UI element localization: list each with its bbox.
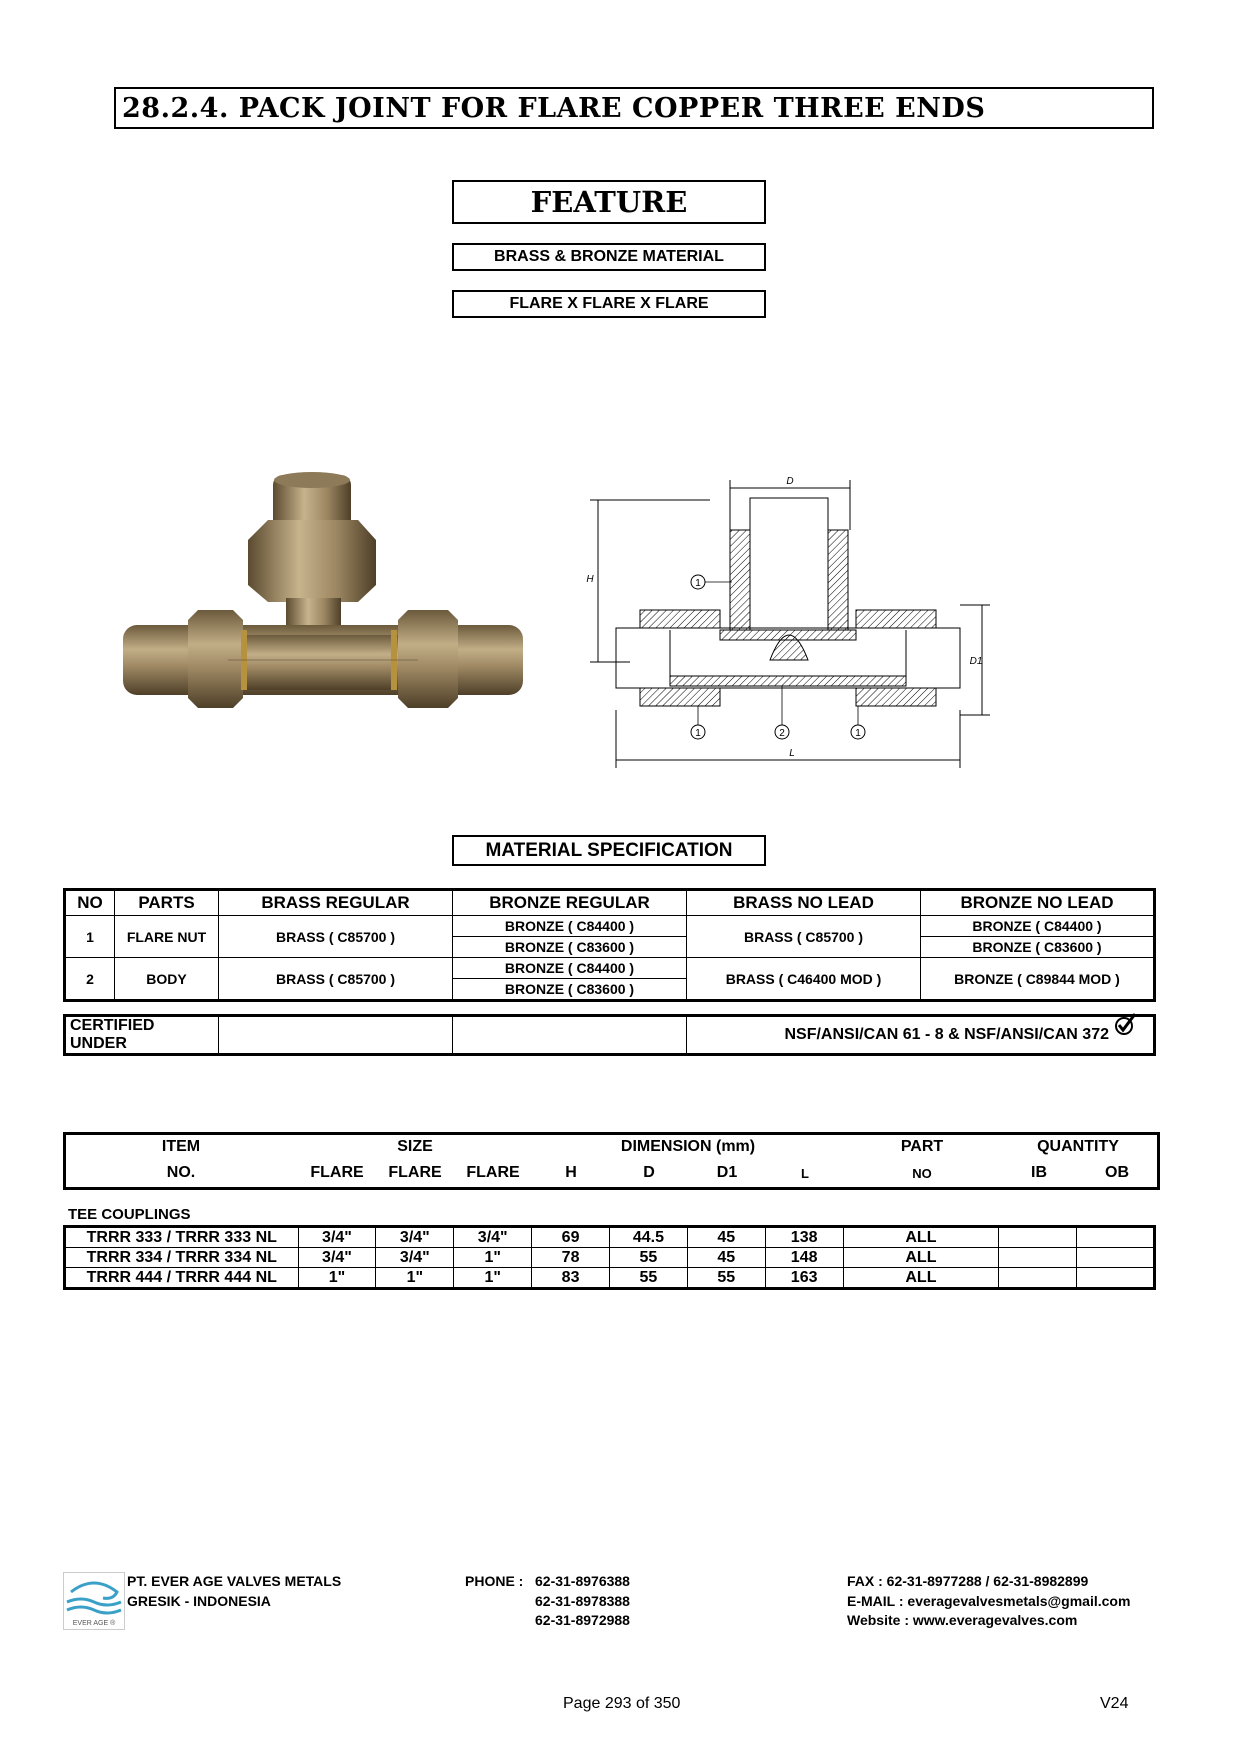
cell-f1: 3/4": [298, 1248, 376, 1268]
cell: BRASS ( C85700 ): [219, 916, 453, 958]
col-bronze-regular: BRONZE REGULAR: [453, 890, 687, 916]
cell-d1: 45: [687, 1248, 765, 1268]
cell-d: 55: [610, 1248, 688, 1268]
col-brass-no-lead: BRASS NO LEAD: [687, 890, 921, 916]
company-name: PT. EVER AGE VALVES METALS: [127, 1573, 342, 1589]
page-title: 28.2.4. PACK JOINT FOR FLARE COPPER THREE ENDS: [122, 93, 986, 124]
hdr-part-no: NO: [912, 1166, 932, 1181]
technical-drawing: [580, 470, 1000, 770]
page-title-box: [114, 87, 1154, 129]
dim-label-d1: D1: [969, 656, 983, 667]
email: E-MAIL : everagevalvesmetals@gmail.com: [847, 1593, 1131, 1609]
cell-f3: 1": [454, 1248, 532, 1268]
phone-1: 62-31-8976388: [535, 1573, 630, 1589]
hdr-d1: D1: [716, 1164, 738, 1181]
cell-ob: [1077, 1248, 1155, 1268]
hdr-flare-3: FLARE: [466, 1164, 520, 1181]
callout-1b: 1: [695, 728, 701, 739]
feature-item-material: BRASS & BRONZE MATERIAL: [452, 243, 766, 271]
cell: BRASS ( C85700 ): [687, 916, 921, 958]
col-parts: PARTS: [115, 890, 219, 916]
cell-f2: 3/4": [376, 1248, 454, 1268]
cell: BRONZE ( C83600 ): [453, 937, 687, 958]
cell-ob: [1077, 1268, 1155, 1289]
page-number: Page 293 of 350: [563, 1695, 681, 1712]
company-location: GRESIK - INDONESIA: [127, 1593, 271, 1609]
cell: 1: [65, 916, 115, 958]
cell-f3: 3/4": [454, 1227, 532, 1248]
cell: 2: [65, 958, 115, 1001]
cell-part: ALL: [843, 1227, 999, 1248]
col-brass-regular: BRASS REGULAR: [219, 890, 453, 916]
cell-part: ALL: [843, 1248, 999, 1268]
cell-l: 163: [765, 1268, 843, 1289]
cell-f2: 3/4": [376, 1227, 454, 1248]
col-no: NO: [65, 890, 115, 916]
hdr-no: NO.: [166, 1164, 196, 1181]
hdr-ib: IB: [1031, 1164, 1047, 1181]
material-spec-table: [63, 888, 1156, 1002]
product-photo: [118, 470, 528, 720]
certified-value-cell: [687, 1016, 1155, 1055]
table-row: [65, 1268, 1155, 1289]
feature-heading: FEATURE: [452, 180, 766, 224]
callout-1c: 1: [855, 728, 861, 739]
website: Website : www.everagevalves.com: [847, 1612, 1078, 1628]
certification-table: [63, 1014, 1156, 1056]
cell-l: 148: [765, 1248, 843, 1268]
cell-d: 55: [610, 1268, 688, 1289]
cell-item: TRRR 334 / TRRR 334 NL: [65, 1248, 299, 1268]
hdr-l: L: [801, 1166, 809, 1181]
hdr-flare-1: FLARE: [310, 1164, 364, 1181]
cell-ib: [999, 1248, 1077, 1268]
cell-h: 83: [532, 1268, 610, 1289]
dimension-header-box: [63, 1132, 1160, 1190]
cell: BRONZE ( C84400 ): [453, 916, 687, 937]
cell-h: 78: [532, 1248, 610, 1268]
table-row: [65, 1248, 1155, 1268]
group-label: TEE COUPLINGS: [68, 1206, 191, 1223]
callout-2: 2: [779, 728, 785, 739]
hdr-h: H: [565, 1164, 577, 1181]
phone-label: PHONE :: [465, 1573, 524, 1589]
cell-f2: 1": [376, 1268, 454, 1289]
material-row: [65, 958, 1155, 979]
cell-ob: [1077, 1227, 1155, 1248]
cell: BRONZE ( C83600 ): [453, 979, 687, 1001]
cell-f1: 1": [298, 1268, 376, 1289]
cell: BRONZE ( C83600 ): [921, 937, 1155, 958]
cell-h: 69: [532, 1227, 610, 1248]
cell-item: TRRR 333 / TRRR 333 NL: [65, 1227, 299, 1248]
cell-ib: [999, 1227, 1077, 1248]
certified-label: CERTIFIED UNDER: [65, 1016, 219, 1055]
phone-3: 62-31-8972988: [535, 1612, 630, 1628]
material-spec-heading: MATERIAL SPECIFICATION: [452, 835, 766, 866]
cell-f1: 3/4": [298, 1227, 376, 1248]
certified-value: NSF/ANSI/CAN 61 - 8 & NSF/ANSI/CAN 372: [784, 1026, 1109, 1043]
hdr-item: ITEM: [161, 1138, 201, 1155]
cell-part: ALL: [843, 1268, 999, 1289]
material-row: [65, 916, 1155, 937]
cell: BODY: [115, 958, 219, 1001]
cell-ib: [999, 1268, 1077, 1289]
dim-label-l: L: [789, 748, 795, 759]
hdr-flare-2: FLARE: [388, 1164, 442, 1181]
cell-l: 138: [765, 1227, 843, 1248]
cell-f3: 1": [454, 1268, 532, 1289]
hdr-size: SIZE: [397, 1138, 433, 1155]
version: V24: [1100, 1695, 1129, 1712]
dimension-table: [63, 1225, 1156, 1290]
cell: BRONZE ( C84400 ): [453, 958, 687, 979]
cell: [219, 1016, 453, 1055]
logo-text: EVER AGE ®: [72, 1620, 116, 1627]
dim-label-h: H: [586, 574, 594, 585]
hdr-part: PART: [900, 1138, 944, 1155]
cell: FLARE NUT: [115, 916, 219, 958]
cell: BRASS ( C46400 MOD ): [687, 958, 921, 1001]
hdr-dimension: DIMENSION (mm): [620, 1138, 756, 1155]
col-bronze-no-lead: BRONZE NO LEAD: [921, 890, 1155, 916]
cell-d1: 45: [687, 1227, 765, 1248]
cell: BRONZE ( C89844 MOD ): [921, 958, 1155, 1001]
checkmark-icon: [1113, 1011, 1139, 1037]
hdr-d: D: [643, 1164, 655, 1181]
hdr-quantity: QUANTITY: [1037, 1138, 1119, 1155]
cell: [453, 1016, 687, 1055]
table-row: [65, 1227, 1155, 1248]
hdr-ob: OB: [1105, 1164, 1129, 1181]
cell: BRONZE ( C84400 ): [921, 916, 1155, 937]
dim-label-d: D: [786, 476, 794, 487]
cell: BRASS ( C85700 ): [219, 958, 453, 1001]
phone-2: 62-31-8978388: [535, 1593, 630, 1609]
company-logo: [63, 1572, 125, 1630]
feature-item-ends: FLARE X FLARE X FLARE: [452, 290, 766, 318]
material-header-row: [65, 890, 1155, 916]
fax: FAX : 62-31-8977288 / 62-31-8982899: [847, 1573, 1089, 1589]
cell-d: 44.5: [610, 1227, 688, 1248]
callout-1a: 1: [695, 578, 701, 589]
cell-d1: 55: [687, 1268, 765, 1289]
cell-item: TRRR 444 / TRRR 444 NL: [65, 1268, 299, 1289]
